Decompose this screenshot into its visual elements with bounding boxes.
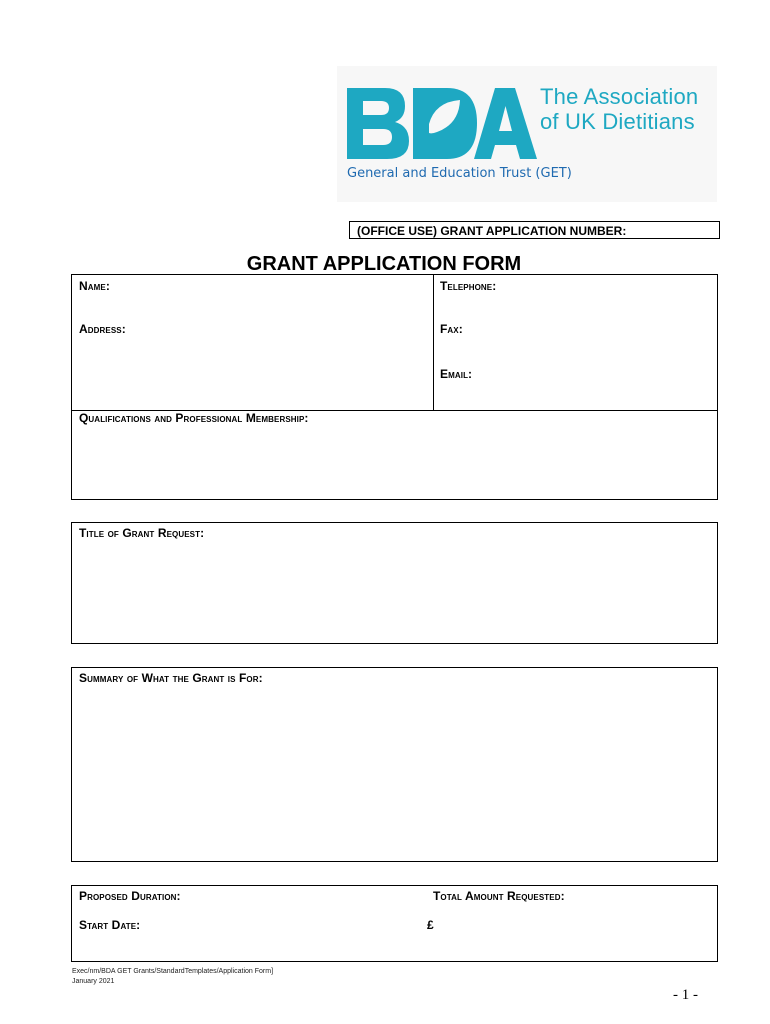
logo-tagline-line1: The Association [540, 84, 699, 109]
grant-title-label: Title of Grant Request: [79, 526, 205, 540]
contact-details-section [71, 274, 718, 500]
bda-logo [337, 66, 717, 202]
office-use-grant-number-field[interactable]: (OFFICE USE) GRANT APPLICATION NUMBER: [349, 221, 720, 239]
page-title: GRANT APPLICATION FORM [246, 253, 522, 275]
logo-tagline-line2: of UK Dietitians [540, 109, 695, 134]
qualifications-field[interactable]: Qualifications and Professional Membership: [79, 411, 309, 425]
footer-path: Exec/nm/BDA GET Grants/StandardTemplates/Application Form] [72, 968, 274, 975]
bda-logo-mark [347, 86, 537, 161]
email-field[interactable]: Email: [440, 367, 473, 381]
footer-date: January 2021 [72, 978, 115, 985]
telephone-field[interactable]: Telephone: [440, 279, 497, 293]
fax-field[interactable]: Fax: [440, 322, 463, 336]
column-divider [433, 275, 434, 410]
name-field[interactable]: Name: [79, 279, 110, 293]
currency-symbol: £ [427, 918, 434, 932]
proposed-duration-field[interactable]: Proposed Duration: [79, 889, 181, 903]
grant-title-section[interactable] [71, 522, 718, 644]
start-date-field[interactable]: Start Date: [79, 918, 141, 932]
address-field[interactable]: Address: [79, 322, 126, 336]
grant-summary-section[interactable] [71, 667, 718, 862]
footer [72, 967, 273, 987]
logo-subtitle: General and Education Trust (GET) [347, 166, 572, 181]
total-amount-field[interactable]: Total Amount Requested: [433, 889, 565, 903]
grant-summary-label: Summary of What the Grant is For: [79, 671, 263, 685]
page-number: - 1 - [673, 987, 698, 1003]
duration-amount-section [71, 885, 718, 962]
